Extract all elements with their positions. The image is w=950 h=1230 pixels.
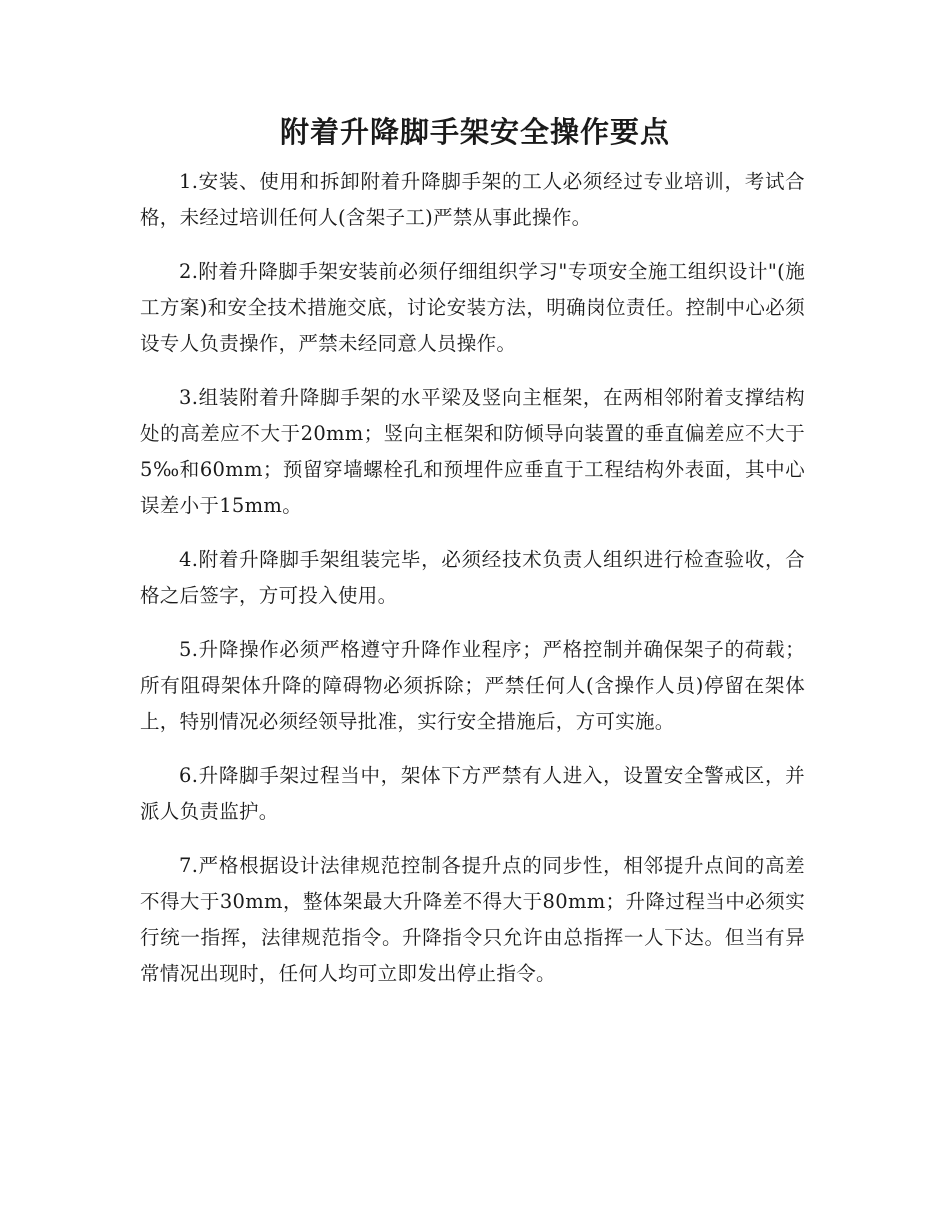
document-title: 附着升降脚手架安全操作要点 bbox=[279, 115, 670, 149]
paragraph-6: 6.升降脚手架过程当中，架体下方严禁有人进入，设置安全警戒区，并派人负责监护。 bbox=[140, 764, 805, 823]
paragraph-1: 1.安装、使用和拆卸附着升降脚手架的工人必须经过专业培训，考试合格，未经过培训任何人(含架子工)严禁从事此操作。 bbox=[140, 170, 805, 229]
paragraph-5: 5.升降操作必须严格遵守升降作业程序；严格控制并确保架子的荷载；所有阻碍架体升降的障碍物必须拆除；严禁任何人(含操作人员)停留在架体上，特别情况必须经领导批准，实行安全措施后，方可实施。 bbox=[140, 638, 805, 733]
paragraph-4: 4.附着升降脚手架组装完毕，必须经技术负责人组织进行检查验收，合格之后签字，方可投入使用。 bbox=[140, 548, 805, 607]
document-body bbox=[140, 164, 805, 1010]
paragraph-7: 7.严格根据设计法律规范控制各提升点的同步性，相邻提升点间的高差不得大于30mm，整体架最大升降差不得大于80mm；升降过程当中必须实行统一指挥，法律规范指令。升降指令只允许由总指挥一人下达。但当有异常情况出现时，任何人均可立即发出停止指令。 bbox=[140, 854, 805, 985]
paragraph-3: 3.组装附着升降脚手架的水平梁及竖向主框架，在两相邻附着支撑结构处的高差应不大于20mm；竖向主框架和防倾导向装置的垂直偏差应不大于5‰和60mm；预留穿墙螺栓孔和预埋件应垂直于工程结构外表面，其中心误差小于15mm。 bbox=[140, 386, 805, 517]
paragraph-2: 2.附着升降脚手架安装前必须仔细组织学习"专项安全施工组织设计"(施工方案)和安全技术措施交底，讨论安装方法，明确岗位责任。控制中心必须设专人负责操作，严禁未经同意人员操作。 bbox=[140, 260, 805, 355]
